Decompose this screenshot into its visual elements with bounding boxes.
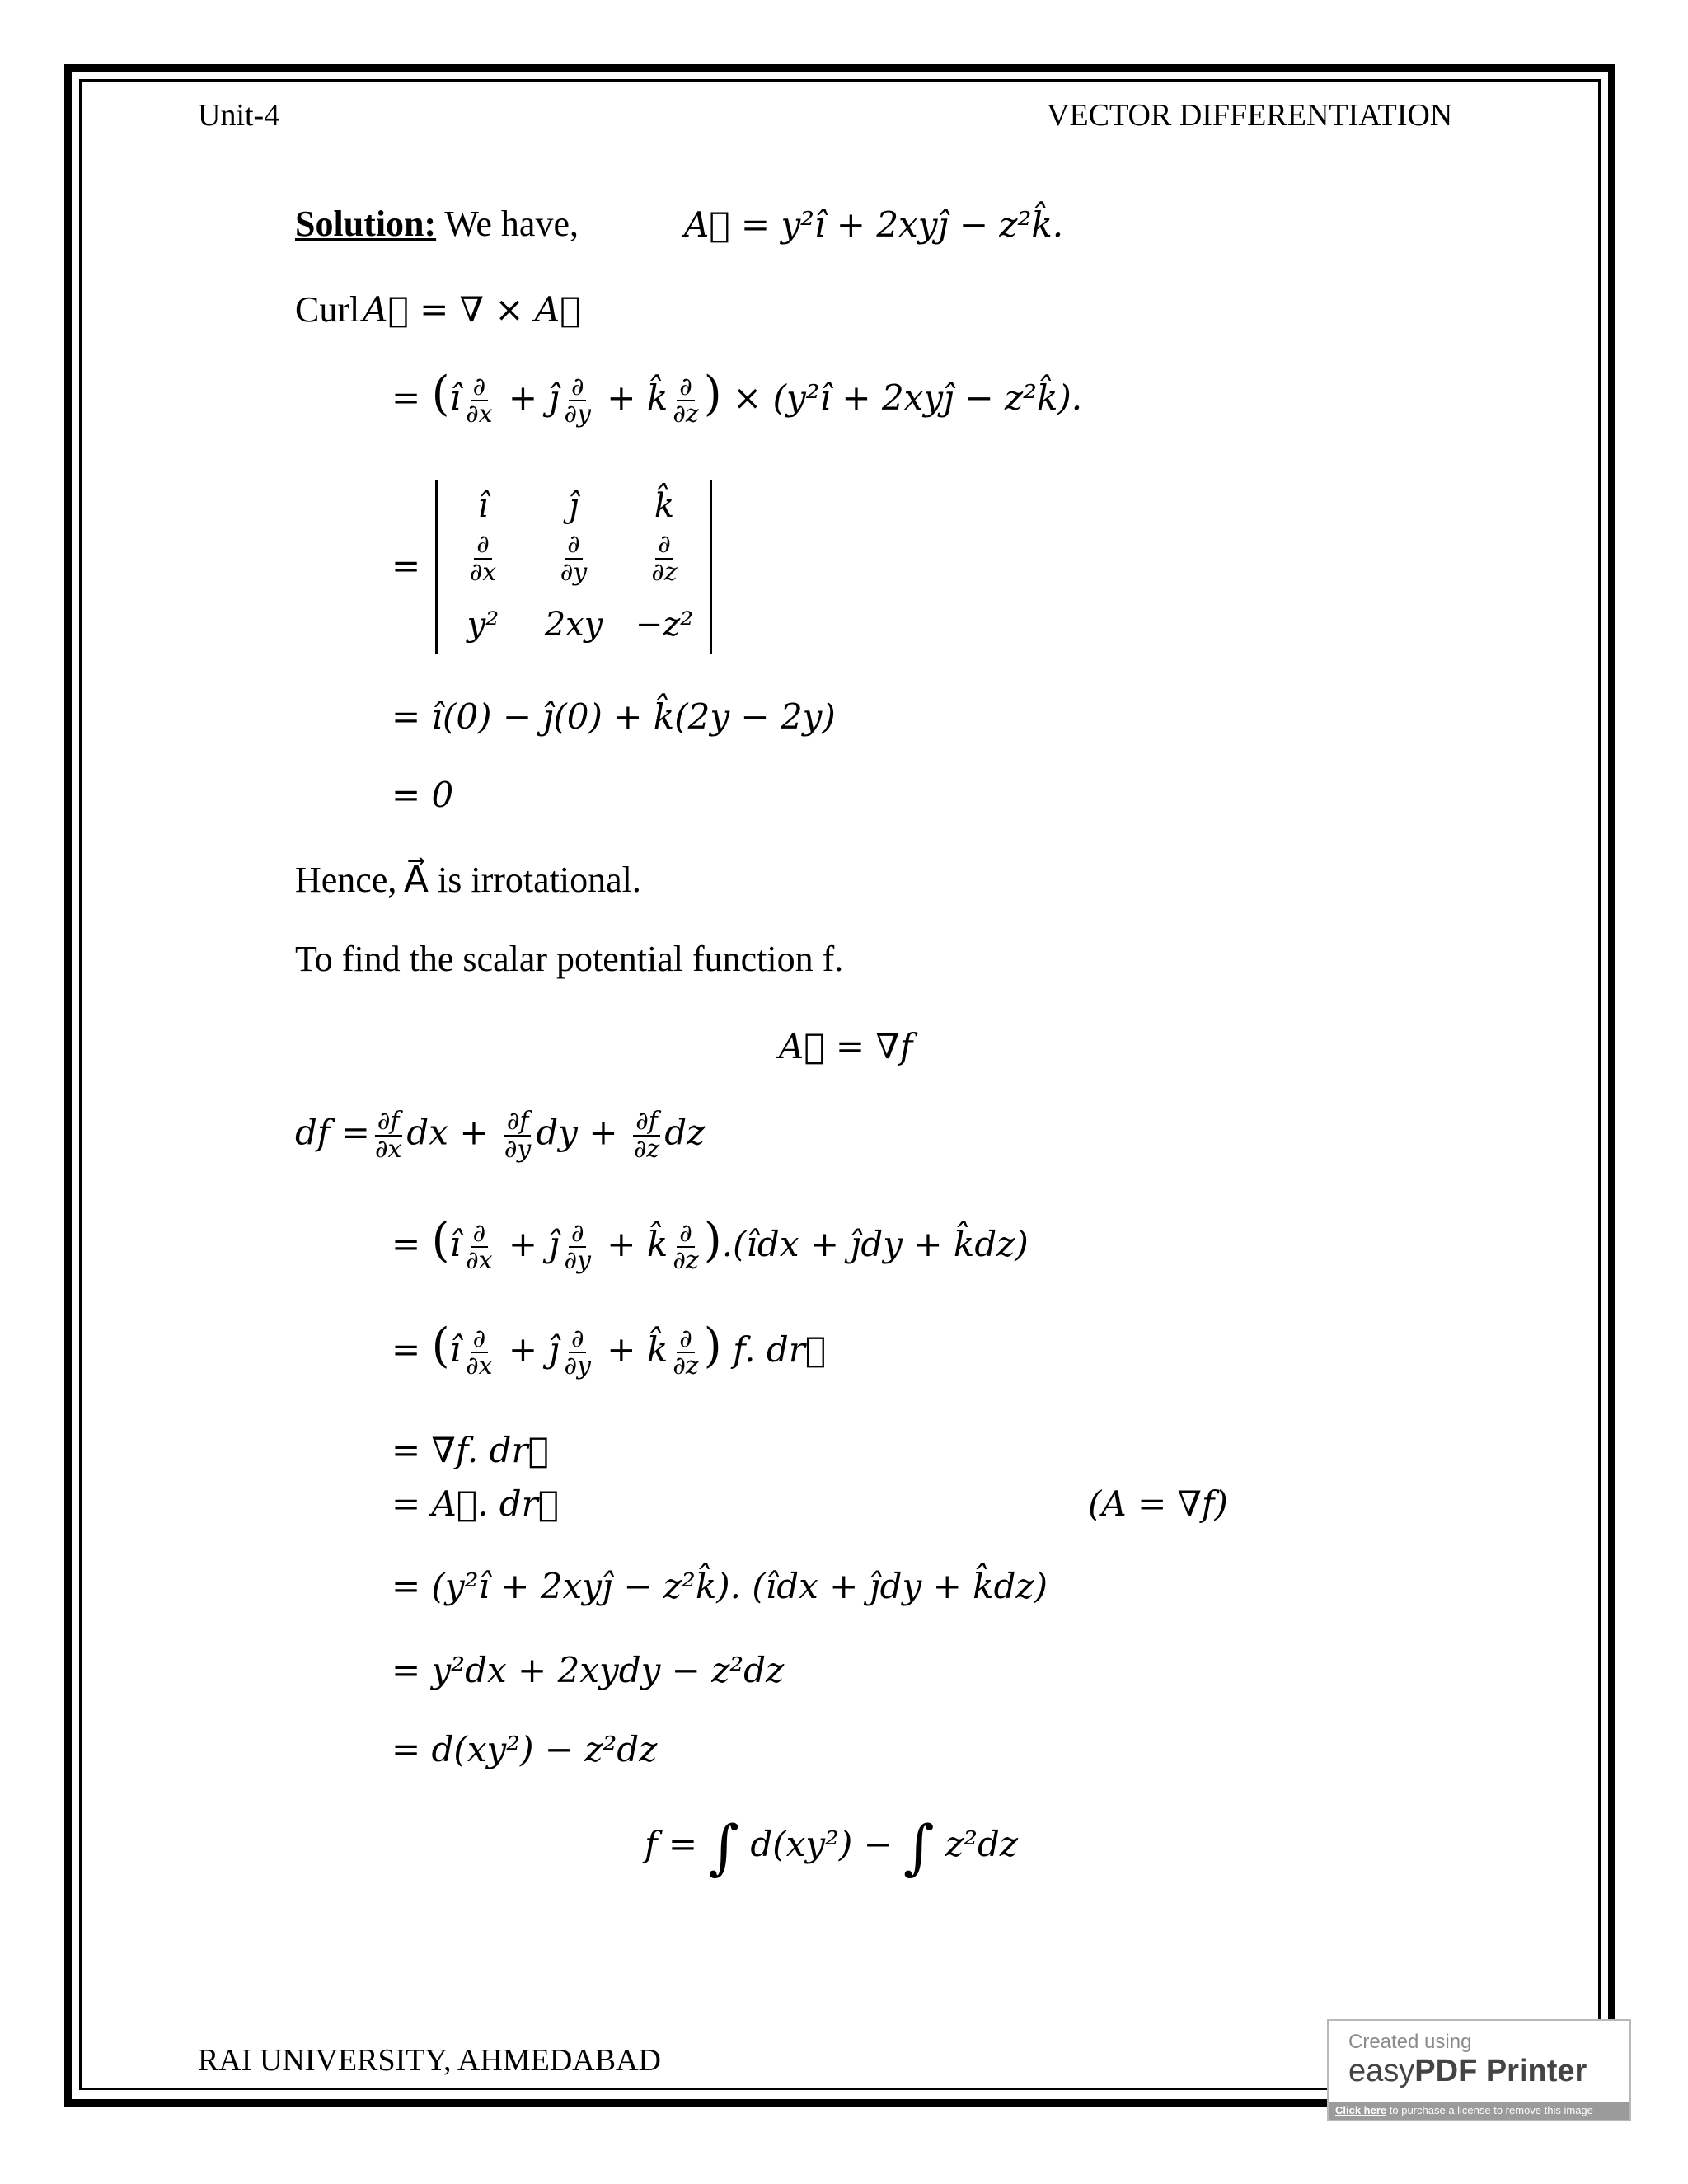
- given-vector: [684, 204, 1063, 245]
- given-lhs: A⃗ =: [684, 204, 781, 245]
- operator-cross-line: = (î $\frac{\partial}{\partial x}$ + ĵ $\frac{\partial}{\partial y}$ + k̂ $\frac{\partial}{\partial z}$ ) × (y²î + 2xyĵ − z²k̂).: [392, 367, 1083, 429]
- watermark-click-link[interactable]: Click here: [1335, 2104, 1387, 2116]
- exact-differential-line: = d(xy²) − z²dz: [392, 1729, 658, 1769]
- given-rhs: y²î + 2xyĵ − z²k̂.: [781, 204, 1064, 245]
- operator-f-line: = (î $\frac{\partial}{\partial x}$ + ĵ $\frac{\partial}{\partial y}$ + k̂ $\frac{\partial}{\partial z}$ ) f. dr⃗: [392, 1319, 827, 1380]
- dot-tail-2: f. dr⃗: [733, 1329, 827, 1370]
- potential-def: A⃗ = ∇f: [779, 1026, 913, 1066]
- curl-def-line: [295, 288, 580, 330]
- solution-label: Solution:: [295, 204, 437, 244]
- watermark-brand: easyPDF Printer: [1348, 2054, 1587, 2088]
- det-cell: −z²: [635, 606, 694, 644]
- det-cell: y²: [467, 606, 499, 644]
- watermark-created: Created using: [1348, 2031, 1472, 2053]
- solution-line: [295, 203, 579, 245]
- df-line: df = $\frac{\partial f}{\partial x}$ dx + $\frac{\partial f}{\partial y}$ dy + $\frac{\partial f}{\partial z}$ dz: [295, 1107, 706, 1164]
- det-cell: k̂: [654, 487, 675, 525]
- expansion-line: = y²dx + 2xydy − z²dz: [392, 1650, 785, 1690]
- potential-intro: To find the scalar potential function f.: [295, 939, 844, 979]
- det-cell: $\frac{\partial}{\partial x}$: [469, 530, 497, 587]
- determinant: [435, 480, 712, 654]
- integral-sign: ∫: [903, 1812, 935, 1882]
- det-cell: $\frac{\partial}{\partial y}$: [560, 530, 588, 587]
- A-dr-line: = A⃗. dr⃗: [392, 1483, 559, 1524]
- solution-intro: We have,: [444, 204, 579, 244]
- substitution-line: = (y²î + 2xyĵ − z²k̂). (îdx + ĵdy + k̂dz): [392, 1566, 1048, 1606]
- cross-tail: × (y²î + 2xyĵ − z²k̂).: [733, 377, 1083, 418]
- det-cell: ĵ: [568, 487, 579, 525]
- det-cell: î: [477, 487, 489, 525]
- integral-sign: ∫: [708, 1812, 739, 1882]
- grad-dr-line: = ∇f. dr⃗: [392, 1430, 549, 1470]
- curl-label: Curl: [295, 289, 360, 330]
- header-title: VECTOR DIFFERENTIATION: [1047, 98, 1453, 133]
- header-unit: Unit-4: [198, 98, 280, 133]
- curl-expanded: = î(0) − ĵ(0) + k̂(2y − 2y): [392, 696, 836, 737]
- operator-dot-line: = (î $\frac{\partial}{\partial x}$ + ĵ $\frac{\partial}{\partial y}$ + k̂ $\frac{\partial}{\partial z}$ ).(îdx + ĵdy + k̂dz): [392, 1213, 1029, 1275]
- watermark-bar: Click here to purchase a license to remove this image: [1329, 2102, 1629, 2120]
- det-cell: $\frac{\partial}{\partial z}$: [651, 530, 678, 587]
- easypdf-watermark[interactable]: [1327, 2019, 1631, 2121]
- det-cell: 2xy: [544, 606, 603, 644]
- integral-line: f = ∫ d(xy²) − ∫ z²dz: [645, 1812, 1018, 1882]
- irrotational-conclusion: Hence, A⃗ is irrotational.: [295, 860, 641, 900]
- dot-tail-1: .(îdx + ĵdy + k̂dz): [721, 1224, 1029, 1264]
- curl-result: = 0: [392, 775, 454, 815]
- det-equals: =: [392, 546, 421, 586]
- curl-def: A⃗ = ∇ × A⃗: [363, 289, 581, 330]
- footer-university: RAI UNIVERSITY, AHMEDABAD: [198, 2043, 661, 2078]
- A-grad-note: (A = ∇f): [1088, 1483, 1228, 1524]
